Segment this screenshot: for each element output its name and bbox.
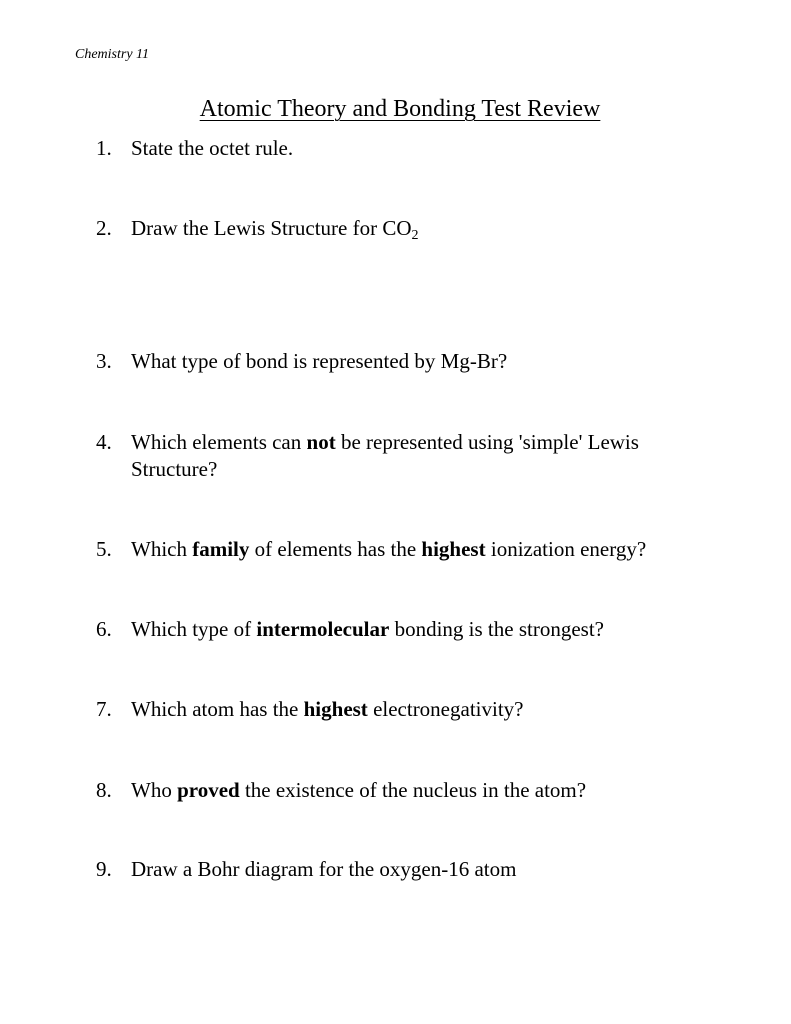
- question-text-part: be represented using 'simple' Lewis Structure?: [131, 430, 639, 481]
- question-text-part: ionization energy?: [485, 537, 647, 561]
- question-text: [131, 777, 731, 804]
- question-number: 1.: [96, 136, 112, 160]
- question-number: 4.: [96, 430, 112, 454]
- question-text-part: Which type of: [131, 617, 257, 641]
- question-text-part: Which elements can: [131, 430, 307, 454]
- question-number: 3.: [96, 349, 112, 373]
- question-text: [131, 348, 731, 375]
- question-text-part: What type of bond is represented by Mg-Br?: [131, 349, 508, 373]
- page-title: Atomic Theory and Bonding Test Review: [199, 96, 601, 122]
- question-number: 2.: [96, 216, 112, 240]
- question-number: 7.: [96, 697, 112, 721]
- question-text: [131, 536, 731, 563]
- question-text-part: Which: [131, 537, 193, 561]
- course-header: Chemistry 11: [75, 47, 150, 62]
- question-text: [131, 856, 731, 883]
- emphasis-text: highest: [303, 697, 368, 721]
- question-text-part: electronegativity?: [367, 697, 524, 721]
- emphasis-text: proved: [177, 778, 240, 802]
- question-number: 6.: [96, 617, 112, 641]
- question-text-part: Draw a Bohr diagram for the oxygen-16 atom: [131, 857, 517, 881]
- question-text-part: Which atom has the: [131, 697, 304, 721]
- question-text-part: State the octet rule.: [131, 136, 294, 160]
- question-number: 8.: [96, 778, 112, 802]
- subscript: 2: [411, 228, 419, 243]
- emphasis-text: intermolecular: [256, 617, 390, 641]
- emphasis-text: not: [306, 430, 336, 454]
- question-text: [131, 616, 731, 643]
- emphasis-text: highest: [421, 537, 486, 561]
- question-text: [131, 135, 731, 162]
- question-text-part: Who: [131, 778, 178, 802]
- question-text-part: of elements has the: [249, 537, 422, 561]
- question-text-part: the existence of the nucleus in the atom?: [239, 778, 587, 802]
- question-number: 9.: [96, 857, 112, 881]
- question-text-part: bonding is the strongest?: [389, 617, 604, 641]
- question-number: 5.: [96, 537, 112, 561]
- question-text-part: Draw the Lewis Structure for CO: [131, 216, 412, 240]
- emphasis-text: family: [192, 537, 250, 561]
- question-text: [131, 215, 731, 242]
- question-text: [131, 429, 711, 483]
- question-text: [131, 696, 731, 723]
